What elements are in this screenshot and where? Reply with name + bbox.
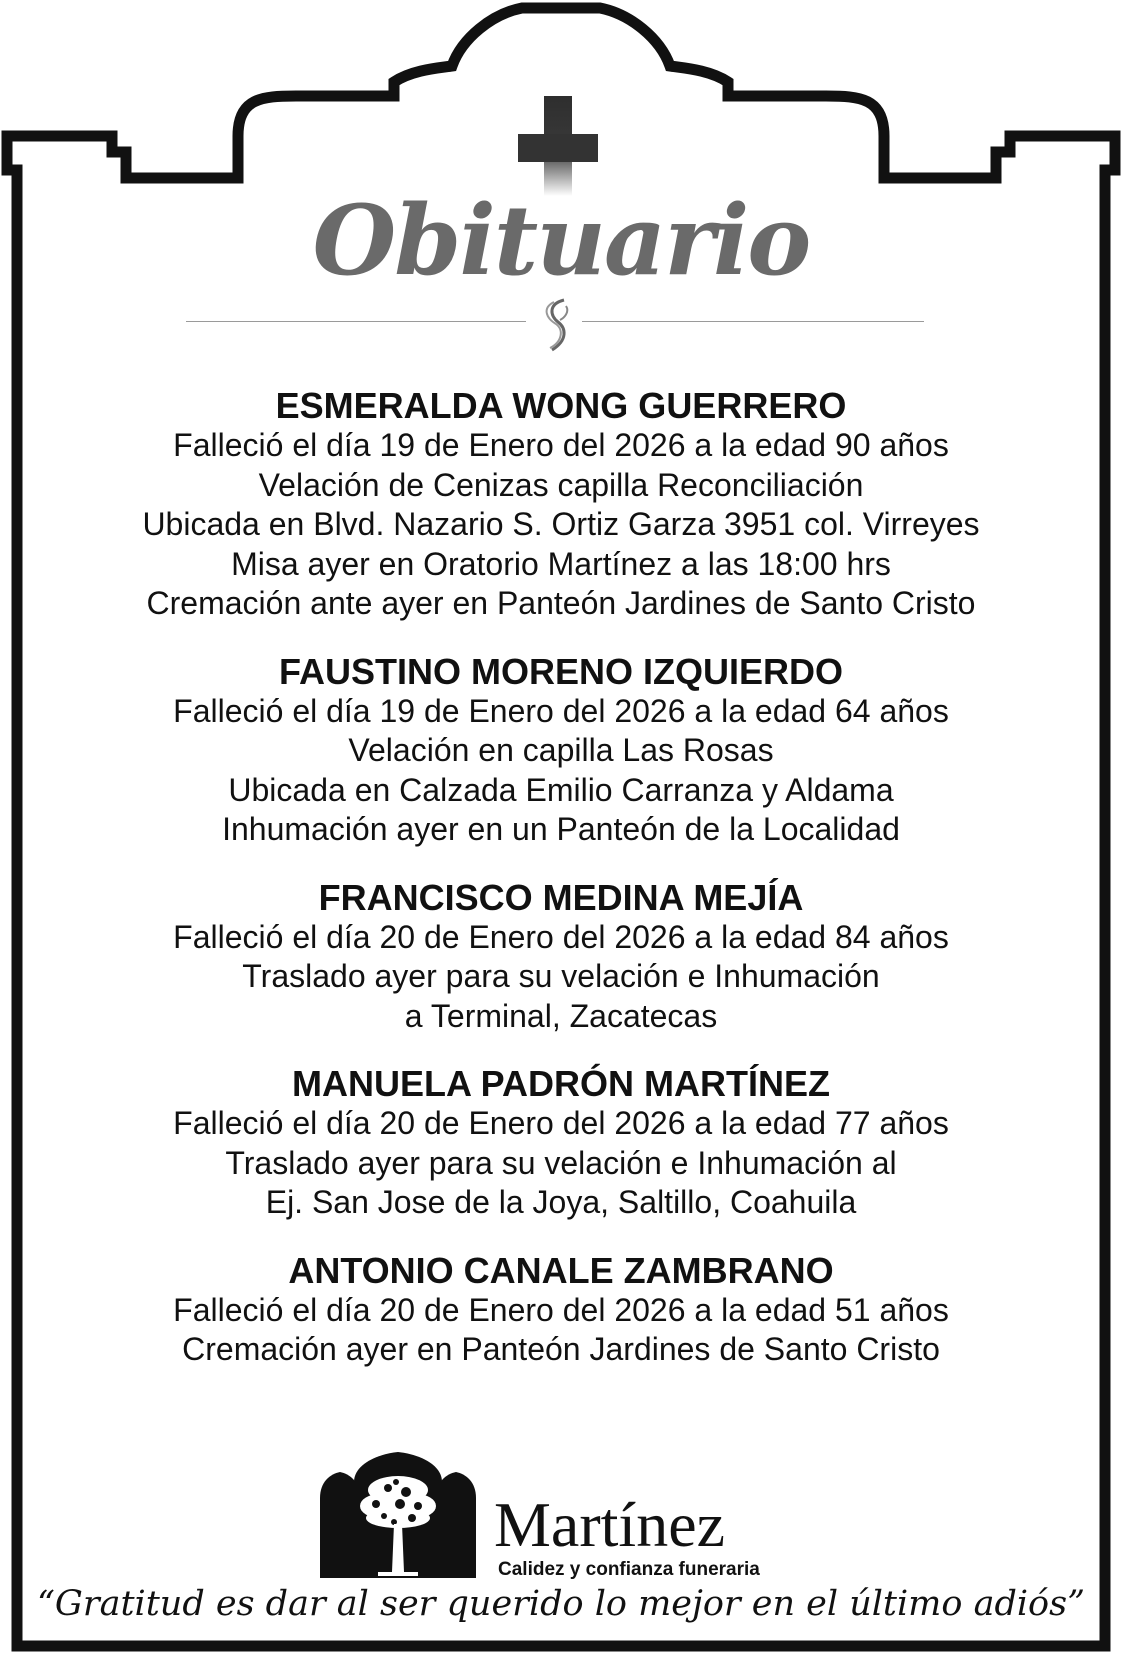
obituary-entry	[60, 651, 1062, 850]
obituary-detail-line: Inhumación ayer en un Panteón de la Localidad	[222, 811, 900, 847]
obituary-detail-line: Falleció el día 19 de Enero del 2026 a la edad 64 años	[173, 692, 949, 729]
obituary-detail-line: Falleció el día 20 de Enero del 2026 a la edad 77 años	[173, 1105, 949, 1141]
obituary-detail-line: Cremación ayer en Panteón Jardines de Santo Cristo	[182, 1331, 940, 1367]
chapel-tree-logo-icon	[318, 1452, 478, 1578]
deceased-name: FRANCISCO MEDINA MEJÍA	[318, 876, 804, 918]
obituary-detail-line: Ubicada en Blvd. Nazario S. Ortiz Garza 3951 col. Virreyes	[142, 506, 980, 542]
page-title: Obituario	[312, 184, 810, 297]
obituary-detail-line: Misa ayer en Oratorio Martínez a las 18:00 hrs	[231, 545, 891, 582]
obituary-list	[60, 385, 1062, 1397]
obituary-entry	[60, 1063, 1062, 1223]
obituary-detail-line: Falleció el día 20 de Enero del 2026 a la edad 84 años	[173, 918, 949, 955]
brand-name: Martínez	[494, 1489, 725, 1560]
deceased-name: MANUELA PADRÓN MARTÍNEZ	[292, 1063, 830, 1104]
deceased-name: FAUSTINO MORENO IZQUIERDO	[278, 650, 843, 692]
divider-left	[186, 321, 526, 322]
divider-right	[582, 321, 924, 322]
obituary-detail-line: Velación de Cenizas capilla Reconciliación	[258, 466, 864, 503]
obituary-detail-line: Falleció el día 19 de Enero del 2026 a la edad 90 años	[173, 427, 949, 463]
motto-quote: “Gratitud es dar al ser querido lo mejor en el último adiós”	[37, 1584, 1085, 1624]
deceased-name: ANTONIO CANALE ZAMBRANO	[288, 1249, 834, 1291]
obituary-detail-line: a Terminal, Zacatecas	[404, 997, 718, 1034]
section-flourish-icon	[540, 296, 576, 354]
obituary-detail-line: Cremación ante ayer en Panteón Jardines de Santo Cristo	[146, 585, 976, 621]
cross-icon	[518, 96, 598, 196]
deceased-name: ESMERALDA WONG GUERRERO	[275, 385, 847, 426]
obituary-detail-line: Falleció el día 20 de Enero del 2026 a la edad 51 años	[173, 1291, 949, 1328]
obituary-entry	[60, 877, 1062, 1037]
obituary-detail-line: Ej. San Jose de la Joya, Saltillo, Coahuila	[265, 1184, 857, 1220]
obituary-detail-line: Traslado ayer para su velación e Inhumación al	[225, 1144, 897, 1181]
obituary-entry	[60, 385, 1062, 624]
obituary-detail-line: Velación en capilla Las Rosas	[348, 732, 774, 768]
obituary-detail-line: Traslado ayer para su velación e Inhumación	[242, 958, 880, 994]
obituary-detail-line: Ubicada en Calzada Emilio Carranza y Aldama	[228, 771, 894, 808]
brand-tagline: Calidez y confianza funeraria	[498, 1559, 760, 1580]
obituary-entry	[60, 1250, 1062, 1370]
